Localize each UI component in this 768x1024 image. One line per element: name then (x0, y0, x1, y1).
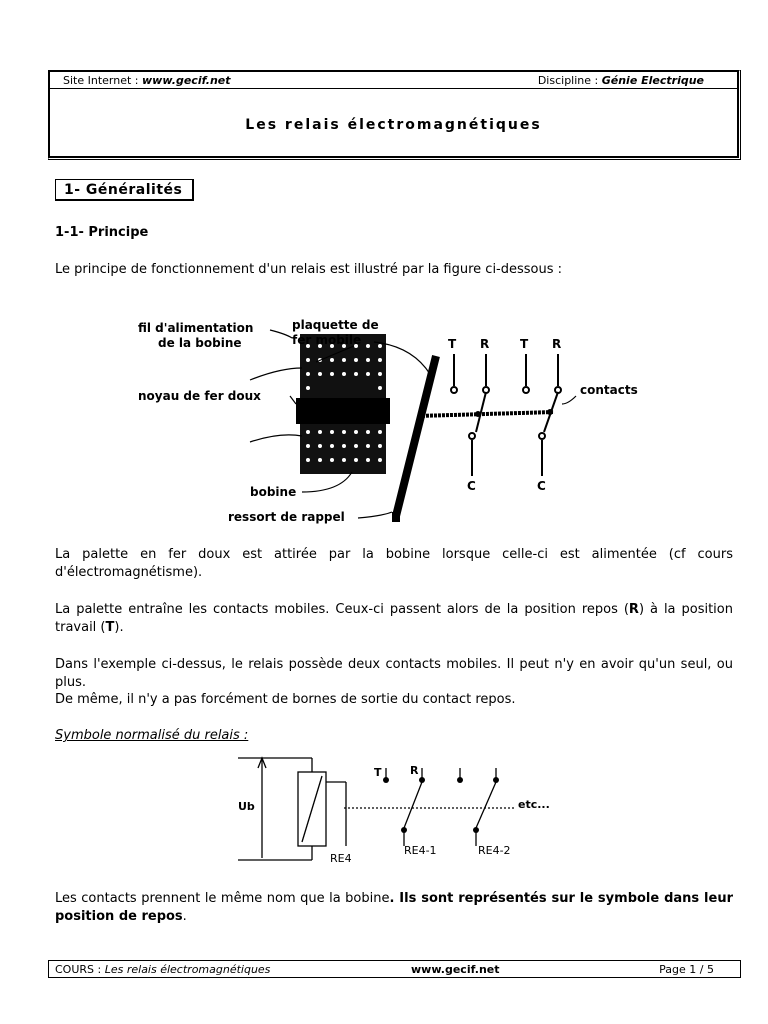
label-noyau: noyau de fer doux (138, 389, 261, 403)
discipline-value: Génie Electrique (601, 74, 704, 87)
label-t1: T (448, 337, 457, 351)
footer-page-number: Page 1 / 5 (659, 963, 714, 976)
site-info (63, 74, 231, 87)
header-box (48, 70, 741, 160)
symbol-title: Symbole normalisé du relais : (55, 728, 249, 743)
label-re4-2: RE4-2 (478, 844, 511, 857)
discipline-info (538, 74, 704, 87)
label-r1: R (480, 337, 490, 351)
label-t: T (374, 766, 382, 779)
label-contacts: contacts (580, 383, 638, 397)
label-bobine: bobine (250, 485, 297, 499)
label-t2: T (520, 337, 529, 351)
relay-symbol-figure (232, 750, 562, 872)
paragraph-2: La palette entraîne les contacts mobiles. Ceux-ci passent alors de la position repos (R) à la position travail (T). (55, 602, 733, 635)
label-plaquette: plaquette de (292, 318, 379, 332)
label-c1: C (467, 479, 476, 493)
label-plaquette-2: fer mobile (292, 333, 362, 347)
footer (48, 960, 741, 978)
section-title: 1- Généralités (55, 179, 194, 201)
label-ressort: ressort de rappel (228, 510, 345, 524)
footer-course: COURS : Les relais électromagnétiques (55, 963, 271, 976)
subsection-title: 1-1- Principe (55, 225, 149, 240)
label-r2: R (552, 337, 562, 351)
label-etc: etc... (518, 798, 550, 811)
footer-url[interactable]: www.gecif.net (411, 963, 500, 976)
paragraph-1: La palette en fer doux est attirée par la bobine lorsque celle-ci est alimentée (cf cours d'électromagnétisme). (55, 547, 733, 580)
paragraph-3: Dans l'exemple ci-dessus, le relais possède deux contacts mobiles. Il peut n'y en avoir qu'un seul, ou plus. (55, 657, 733, 690)
label-r: R (410, 764, 419, 777)
armature-plate (396, 356, 436, 516)
site-label: Site Internet : (63, 74, 142, 87)
label-re4: RE4 (330, 852, 352, 865)
site-url[interactable]: www.gecif.net (142, 74, 231, 87)
label-c2: C (537, 479, 546, 493)
discipline-label: Discipline : (537, 74, 602, 87)
relay-principle-figure (130, 312, 660, 530)
intro-paragraph: Le principe de fonctionnement d'un relais est illustré par la figure ci-dessous : (55, 262, 563, 277)
header-top-bar (49, 71, 738, 89)
iron-core (296, 398, 390, 424)
label-re4-1: RE4-1 (404, 844, 437, 857)
label-fil: fil d'alimentation (138, 321, 254, 335)
page-title: Les relais électromagnétiques (245, 117, 542, 133)
paragraph-4: De même, il n'y a pas forcément de bornes de sortie du contact repos. (55, 692, 516, 707)
label-fil-2: de la bobine (158, 336, 242, 350)
label-ub: Ub (238, 800, 255, 813)
paragraph-5: Les contacts prennent le même nom que la bobine. Ils sont représentés sur le symbole dans leur position de repos. (55, 891, 733, 924)
actuator-rod (418, 412, 554, 416)
